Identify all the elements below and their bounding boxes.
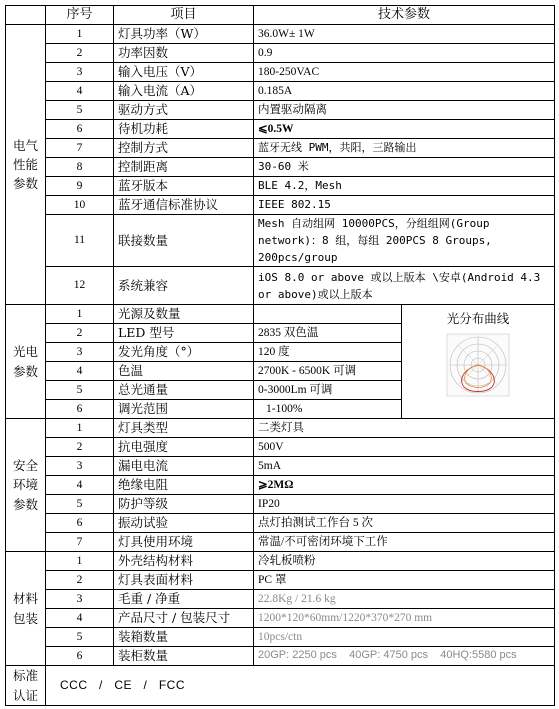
table-row <box>6 419 555 438</box>
table-row <box>6 533 555 552</box>
row-name: 灯具功率（W） <box>114 25 254 44</box>
table-row <box>6 514 555 533</box>
row-name: 控制方式 <box>114 139 254 158</box>
row-no: 10 <box>46 196 114 215</box>
row-no: 1 <box>46 419 114 438</box>
row-name: 输入电压（V） <box>114 63 254 82</box>
row-name: 产品尺寸 / 包装尺寸 <box>114 609 254 628</box>
row-value: IEEE 802.15 <box>254 196 555 215</box>
row-name: 联接数量 <box>114 215 254 267</box>
row-no: 1 <box>46 552 114 571</box>
row-value: 1-100% <box>254 400 402 419</box>
row-no: 5 <box>46 628 114 647</box>
spec-table <box>5 5 555 706</box>
row-value: Mesh 自动组网 10000PCS，分组组网(Group network)：8 组，每组 200PCS 8 Groups, 200pcs/group <box>254 215 555 267</box>
table-row <box>6 552 555 571</box>
row-value: 二类灯具 <box>254 419 555 438</box>
table-row <box>6 495 555 514</box>
row-value: ⩾2MΩ <box>254 476 555 495</box>
row-no: 2 <box>46 438 114 457</box>
row-no: 5 <box>46 101 114 120</box>
row-name: 驱动方式 <box>114 101 254 120</box>
table-row <box>6 215 555 267</box>
table-row <box>6 571 555 590</box>
row-value: 2835 双色温 <box>254 324 402 343</box>
row-no: 1 <box>46 25 114 44</box>
table-row <box>6 177 555 196</box>
table-row <box>6 609 555 628</box>
row-name: 待机功耗 <box>114 120 254 139</box>
light-curve-cell <box>402 305 555 419</box>
section-safety <box>6 419 46 552</box>
curve-title: 光分布曲线 <box>446 311 510 327</box>
row-no: 2 <box>46 44 114 63</box>
table-row <box>6 63 555 82</box>
row-name: 调光范围 <box>114 400 254 419</box>
row-no: 9 <box>46 177 114 196</box>
table-row <box>6 438 555 457</box>
row-value: iOS 8.0 or above 或以上版本 \安卓(Android 4.3 or above)或以上版本 <box>254 267 555 305</box>
table-row <box>6 476 555 495</box>
row-value <box>254 305 402 324</box>
table-row <box>6 590 555 609</box>
row-value: 常温/不可密闭环境下工作 <box>254 533 555 552</box>
row-value: 22.8Kg / 21.6 kg <box>254 590 555 609</box>
row-name: 光源及数量 <box>114 305 254 324</box>
row-name: LED 型号 <box>114 324 254 343</box>
row-value: BLE 4.2，Mesh <box>254 177 555 196</box>
section-label: 标准 认证 <box>12 668 38 703</box>
section-label: 安全 环境 参数 <box>12 458 38 512</box>
table-row <box>6 457 555 476</box>
table-row <box>6 44 555 63</box>
row-name: 防护等级 <box>114 495 254 514</box>
row-value: 500V <box>254 438 555 457</box>
row-value: ⩽0.5W <box>254 120 555 139</box>
table-row <box>6 267 555 305</box>
row-value: 10pcs/ctn <box>254 628 555 647</box>
row-no: 6 <box>46 514 114 533</box>
row-no: 1 <box>46 305 114 324</box>
row-name: 漏电电流 <box>114 457 254 476</box>
row-name: 总光通量 <box>114 381 254 400</box>
section-label: 材料 包装 <box>12 591 38 626</box>
row-value: 5mA <box>254 457 555 476</box>
header-params: 技术参数 <box>254 6 555 25</box>
row-value: 180-250VAC <box>254 63 555 82</box>
table-row <box>6 120 555 139</box>
row-no: 6 <box>46 400 114 419</box>
table-row <box>6 139 555 158</box>
section-material <box>6 552 46 666</box>
row-name: 装箱数量 <box>114 628 254 647</box>
row-no: 5 <box>46 381 114 400</box>
row-no: 7 <box>46 139 114 158</box>
section-standard <box>6 666 46 706</box>
row-no: 7 <box>46 533 114 552</box>
row-no: 3 <box>46 63 114 82</box>
row-name: 发光角度（°） <box>114 343 254 362</box>
row-no: 3 <box>46 590 114 609</box>
section-label: 光电 参数 <box>12 344 38 379</box>
row-no: 4 <box>46 82 114 101</box>
header-row <box>6 6 555 25</box>
section-label: 电气 性能 参数 <box>12 137 38 192</box>
row-no: 11 <box>46 215 114 267</box>
light-distribution-curve-icon <box>446 333 510 397</box>
header-section <box>6 6 46 25</box>
row-name: 外壳结构材料 <box>114 552 254 571</box>
row-no: 4 <box>46 476 114 495</box>
row-value: IP20 <box>254 495 555 514</box>
row-no: 8 <box>46 158 114 177</box>
table-row <box>6 158 555 177</box>
section-electrical <box>6 25 46 305</box>
row-no: 6 <box>46 120 114 139</box>
certification-value: CCC / CE / FCC <box>46 666 555 706</box>
row-name: 控制距离 <box>114 158 254 177</box>
row-value: 2700K - 6500K 可调 <box>254 362 402 381</box>
row-value: 0-3000Lm 可调 <box>254 381 402 400</box>
table-row <box>6 196 555 215</box>
row-value: 30-60 米 <box>254 158 555 177</box>
row-name: 灯具表面材料 <box>114 571 254 590</box>
row-value: 36.0W± 1W <box>254 25 555 44</box>
row-name: 蓝牙版本 <box>114 177 254 196</box>
row-name: 灯具类型 <box>114 419 254 438</box>
row-no: 4 <box>46 609 114 628</box>
row-name: 蓝牙通信标准协议 <box>114 196 254 215</box>
row-name: 功率因数 <box>114 44 254 63</box>
row-name: 抗电强度 <box>114 438 254 457</box>
row-name: 装柜数量 <box>114 647 254 666</box>
row-value: 内置驱动隔离 <box>254 101 555 120</box>
row-no: 3 <box>46 343 114 362</box>
row-no: 12 <box>46 267 114 305</box>
row-value: PC 罩 <box>254 571 555 590</box>
header-item: 项目 <box>114 6 254 25</box>
table-row <box>6 101 555 120</box>
table-row <box>6 666 555 706</box>
row-value: 120 度 <box>254 343 402 362</box>
header-no: 序号 <box>46 6 114 25</box>
row-value: 0.185A <box>254 82 555 101</box>
row-value: 20GP: 2250 pcs 40GP: 4750 pcs 40HQ:5580 pcs <box>254 647 555 666</box>
row-name: 毛重 / 净重 <box>114 590 254 609</box>
row-name: 系统兼容 <box>114 267 254 305</box>
table-row <box>6 82 555 101</box>
row-name: 输入电流（A） <box>114 82 254 101</box>
section-optical <box>6 305 46 419</box>
row-value: 冷轧板喷粉 <box>254 552 555 571</box>
row-value: 蓝牙无线 PWM，共阳，三路输出 <box>254 139 555 158</box>
row-no: 2 <box>46 571 114 590</box>
row-no: 6 <box>46 647 114 666</box>
row-no: 4 <box>46 362 114 381</box>
row-value: 点灯拍测试工作台 5 次 <box>254 514 555 533</box>
row-no: 2 <box>46 324 114 343</box>
table-row <box>6 25 555 44</box>
row-value: 0.9 <box>254 44 555 63</box>
table-row <box>6 628 555 647</box>
table-row <box>6 647 555 666</box>
row-name: 色温 <box>114 362 254 381</box>
row-no: 3 <box>46 457 114 476</box>
table-row <box>6 305 555 324</box>
row-value: 1200*120*60mm/1220*370*270 mm <box>254 609 555 628</box>
row-name: 振动试验 <box>114 514 254 533</box>
row-no: 5 <box>46 495 114 514</box>
row-name: 灯具使用环境 <box>114 533 254 552</box>
row-name: 绝缘电阻 <box>114 476 254 495</box>
